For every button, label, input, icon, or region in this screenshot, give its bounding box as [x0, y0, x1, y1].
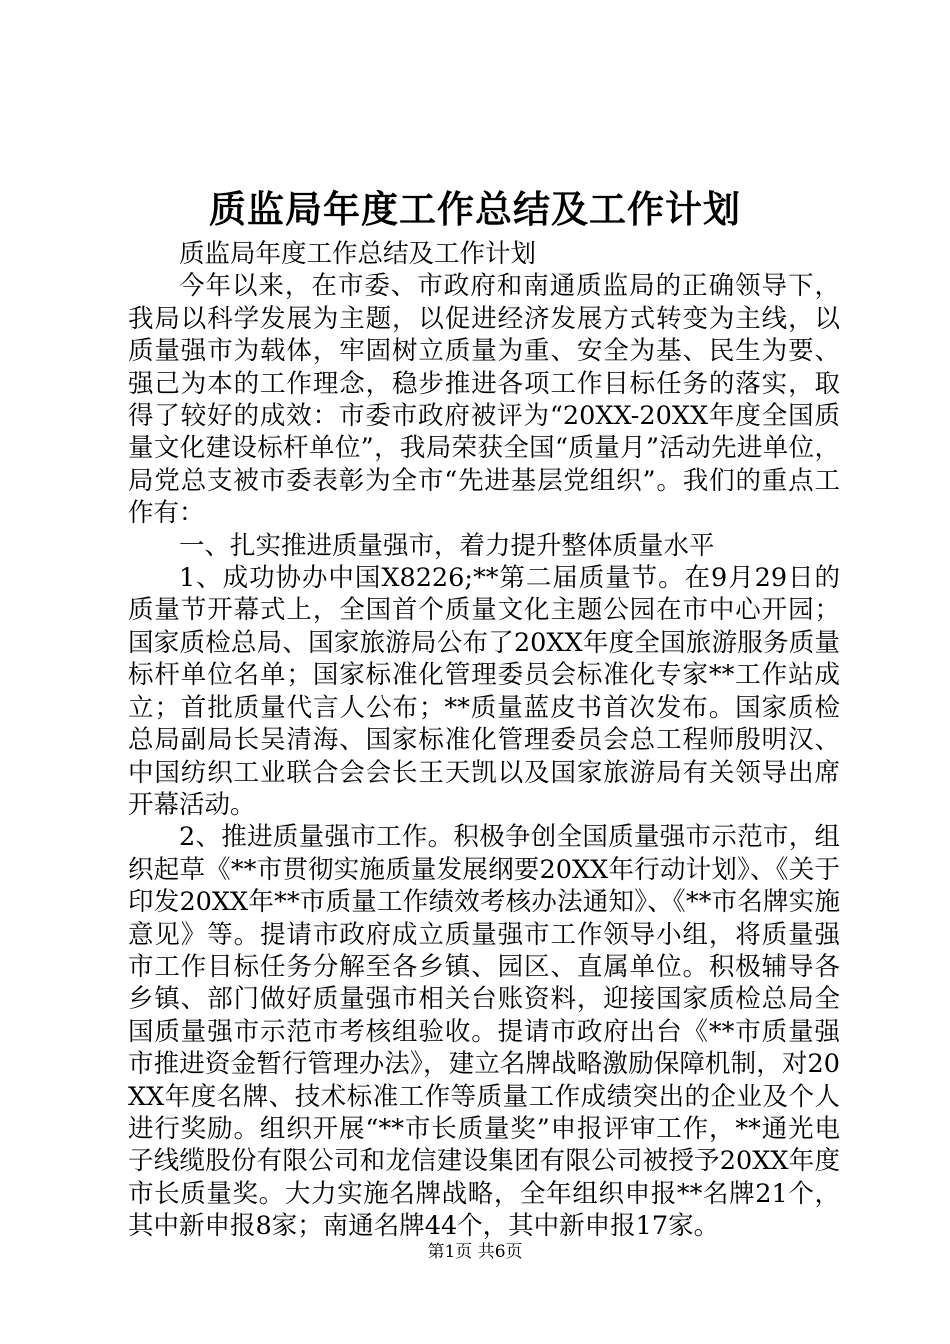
body-subtitle: 质监局年度工作总结及工作计划 — [179, 239, 537, 269]
body-paragraph-intro: 今年以来，在市委、市政府和南通质监局的正确领导下，我局以科学发展为主题，以促进经济发展方式转变为主线，以质量强市为载体，牢固树立质量为重、安全为基、民生为要、强己为本的工作理念，稳步推进各项工作目标任务的落实，取得了较好的成效：市委市政府被评为“20XX-20XX年度全国质量文化建设标杆单位”，我局荣获全国“质量月”活动先进单位，局党总支被市委表彰为全市“先进基层党组织”。我们的重点工作有： — [128, 271, 840, 529]
page-number-footer: 第1页 共6页 — [427, 1242, 523, 1262]
body-paragraph-item-2: 2、推进质量强市工作。积极争创全国质量强市示范市，组织起草《**市贯彻实施质量发展纲要20XX年行动计划》、《关于印发20XX年**市质量工作绩效考核办法通知》、《**市名牌实施意见》等。提请市政府成立质量强市工作领导小组，将质量强市工作目标任务分解至各乡镇、园区、直属单位。积极辅导各乡镇、部门做好质量强市相关台账资料，迎接国家质检总局全国质量强市示范市考核组验收。提请市政府出台《**市质量强市推进资金暂行管理办法》，建立名牌战略激励保障机制，对20XX年度名牌、技术标准工作等质量工作成绩突出的企业及个人进行奖励。组织开展“**市长质量奖”申报评审工作，**通光电子线缆股份有限公司和龙信建设集团有限公司被授予20XX年度市长质量奖。大力实施名牌战略，全年组织申报**名牌21个，其中新申报8家；南通名牌44个，其中新申报17家。 — [128, 822, 840, 1242]
section-heading-1: 一、扎实推进质量强市，着力提升整体质量水平 — [179, 530, 715, 561]
body-paragraph-item-1: 1、成功协办中国X8226;**第二届质量节。在9月29日的质量节开幕式上，全国首个质量文化主题公园在市中心开园；国家质检总局、国家旅游局公布了20XX年度全国旅游服务质量标杆单位名单；国家标准化管理委员会标准化专家**工作站成立；首批质量代言人公布；**质量蓝皮书首次发布。国家质检总局副局长吴清海、国家标准化管理委员会总工程师殷明汉、中国纺织工业联合会会长王天凯以及国家旅游局有关领导出席开幕活动。 — [128, 563, 840, 820]
document-title: 质监局年度工作总结及工作计划 — [209, 187, 741, 231]
document-body — [128, 238, 840, 1243]
